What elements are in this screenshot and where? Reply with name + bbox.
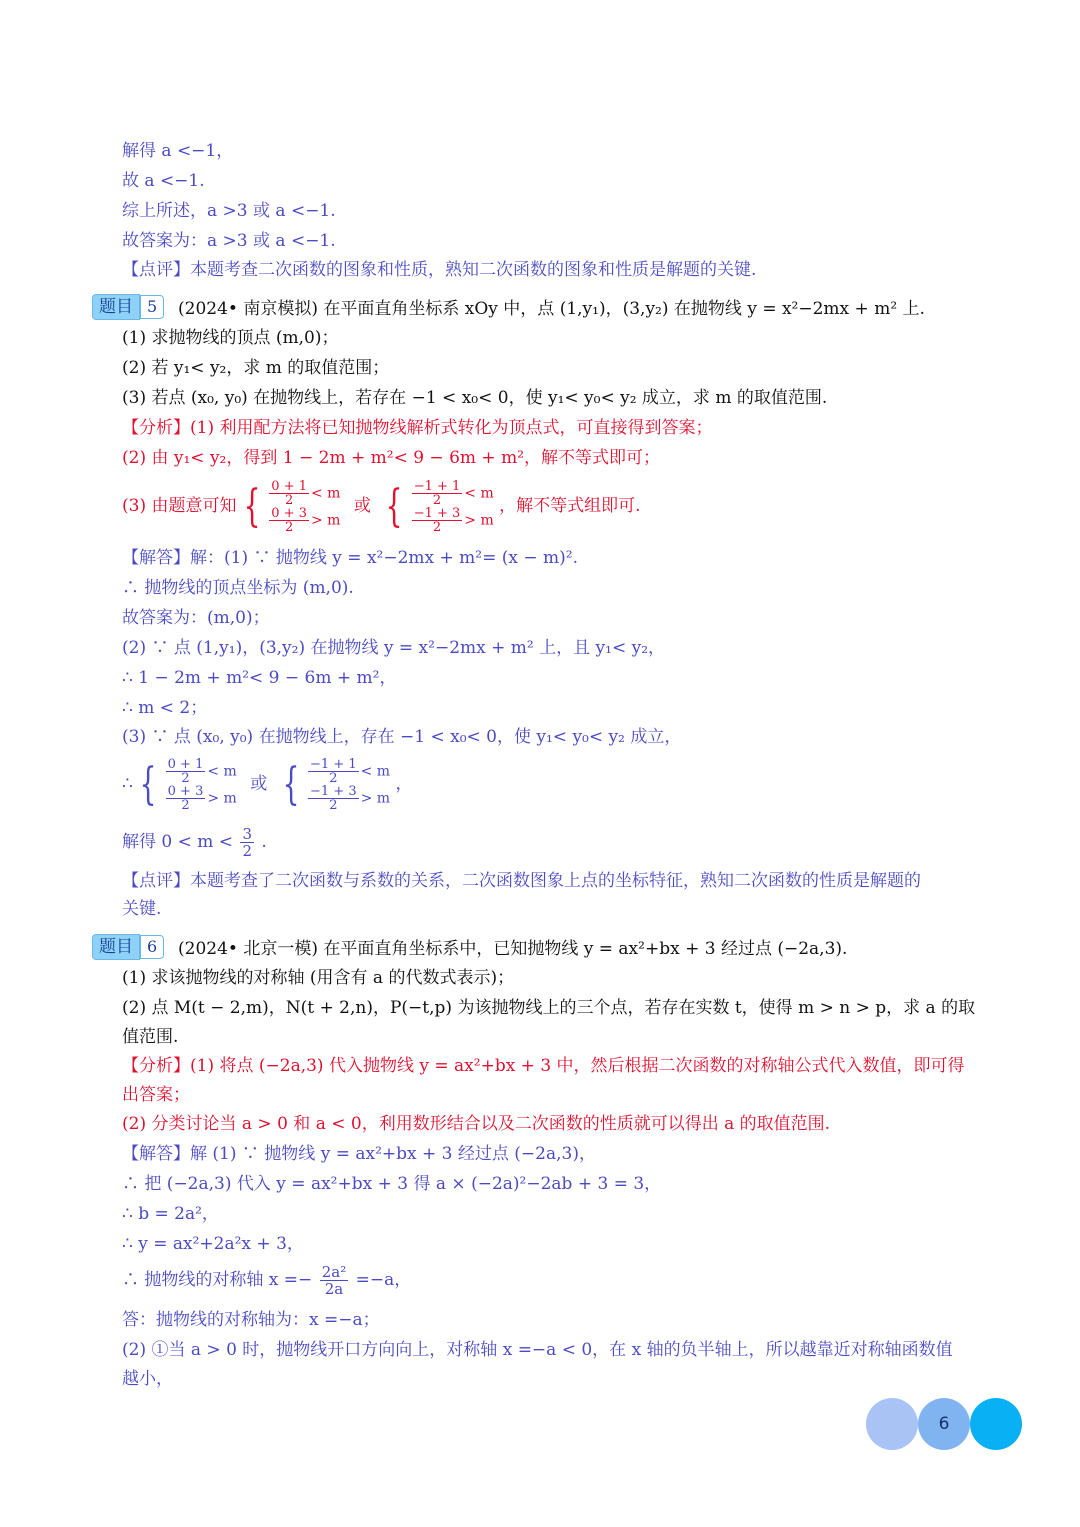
frac-bottom: 2 xyxy=(285,492,294,508)
question-part: (1) 求抛物线的顶点 (m,0)； xyxy=(122,328,339,348)
question-part: (1) 求该抛物线的对称轴 (用含有 a 的代数式表示)； xyxy=(122,968,515,988)
relation: > m xyxy=(360,790,391,806)
solution-line-fraction xyxy=(122,822,267,862)
frac-top: −1 + 1 xyxy=(310,756,357,772)
inequality-system xyxy=(267,480,340,534)
page-number: 6 xyxy=(938,1414,950,1434)
frac-top: 0 + 1 xyxy=(167,756,204,772)
solution-line-fraction xyxy=(122,1258,411,1302)
solution-line: 越小， xyxy=(122,1369,173,1389)
relation: < m xyxy=(207,763,237,779)
frac-top: 0 + 3 xyxy=(271,505,307,521)
solution-line: ∴ m < 2； xyxy=(122,698,208,718)
solution-text: ， xyxy=(395,774,413,794)
frac-top: −1 + 3 xyxy=(413,505,461,521)
page-circle-decoration xyxy=(970,1398,1022,1450)
relation: < m xyxy=(360,763,391,779)
question-number: 5 xyxy=(140,295,164,319)
solution-line: ∴ 抛物线的顶点坐标为 (m,0). xyxy=(122,578,354,598)
question-number-badge xyxy=(92,934,164,960)
analysis-text: ，解不等式组即可. xyxy=(499,496,641,516)
question-part: (2) 点 M(t − 2,m)，N(t + 2,n)，P(−t,p) 为该抛物线上的三个点，若存在实数 t，使得 m > n > p，求 a 的取 xyxy=(122,998,976,1018)
or-word: 或 xyxy=(250,774,268,794)
question-part: (3) 若点 (x₀, y₀) 在抛物线上，若存在 −1 < x₀< 0，使 y₁< y₀< y₂ 成立，求 m 的取值范围. xyxy=(122,388,828,408)
analysis-line: (2) 分类讨论当 a > 0 和 a < 0，利用数形结合以及二次函数的性质就可以得出 a 的取值范围. xyxy=(122,1114,831,1134)
analysis-line: (2) 由 y₁< y₂，得到 1 − 2m + m²< 9 − 6m + m²，解不等式即可； xyxy=(122,448,661,468)
question-label: 题目 xyxy=(92,934,140,960)
frac-top: 3 xyxy=(242,825,252,843)
solution-line: 故答案为：(m,0)； xyxy=(122,608,270,628)
relation: > m xyxy=(311,512,341,528)
solution-line: ∴ 把 (−2a,3) 代入 y = ax²+bx + 3 得 a × (−2a)²−2ab + 3 = 3， xyxy=(122,1174,662,1194)
solution-line: ∴ y = ax²+2a²x + 3， xyxy=(122,1234,304,1254)
frac-bottom: 2 xyxy=(329,797,338,813)
frac-top: 0 + 1 xyxy=(271,478,307,494)
frac-top: −1 + 1 xyxy=(413,478,461,494)
solution-text: 解得 0 < m < xyxy=(122,832,234,852)
frac-bottom: 2 xyxy=(181,797,190,813)
solution-line: 故 a <−1. xyxy=(122,171,205,191)
analysis-line-system xyxy=(122,476,641,536)
solution-line: 【解答】解 (1) ∵ 抛物线 y = ax²+bx + 3 经过点 (−2a,3)， xyxy=(122,1144,596,1164)
frac-top: 0 + 3 xyxy=(167,783,204,799)
question-part: 值范围. xyxy=(122,1027,179,1047)
frac-bottom: 2a xyxy=(324,1280,344,1298)
therefore-symbol: ∴ xyxy=(122,774,133,794)
solution-line: 答：抛物线的对称轴为：x =−a； xyxy=(122,1310,380,1330)
frac-bottom: 2 xyxy=(432,492,442,508)
frac-top: −1 + 3 xyxy=(310,783,357,799)
solution-line: (3) ∵ 点 (x₀, y₀) 在抛物线上，存在 −1 < x₀< 0，使 y₁< y₀< y₂ 成立， xyxy=(122,727,682,747)
question-stem: (2024• 南京模拟) 在平面直角坐标系 xOy 中，点 (1,y₁)，(3,y₂) 在抛物线 y = x²−2mx + m² 上. xyxy=(178,299,925,319)
solution-line-system xyxy=(122,752,413,816)
page-circle-decoration xyxy=(866,1398,918,1450)
question-number-badge xyxy=(92,294,164,320)
relation: > m xyxy=(464,512,494,528)
relation: < m xyxy=(464,485,494,501)
relation: > m xyxy=(207,790,237,806)
solution-text: ∴ 抛物线的对称轴 x =− xyxy=(122,1270,313,1290)
solution-line: (2) ①当 a > 0 时，抛物线开口方向向上，对称轴 x =−a < 0，在 x 轴的负半轴上，所以越靠近对称轴函数值 xyxy=(122,1340,953,1360)
solution-line: 解得 a <−1， xyxy=(122,141,234,161)
frac-bottom: 2 xyxy=(181,770,190,786)
question-stem: (2024• 北京一模) 在平面直角坐标系中，已知抛物线 y = ax²+bx + 3 经过点 (−2a,3). xyxy=(178,939,848,959)
frac-bottom: 2 xyxy=(432,519,442,535)
question-label: 题目 xyxy=(92,294,140,320)
inequality-system xyxy=(306,758,390,812)
solution-line: ∴ b = 2a²， xyxy=(122,1204,219,1224)
question-number: 6 xyxy=(140,935,164,959)
or-word: 或 xyxy=(353,496,371,516)
left-brace: { xyxy=(243,480,261,532)
question-part: (2) 若 y₁< y₂，求 m 的取值范围； xyxy=(122,358,390,378)
left-brace: { xyxy=(282,758,300,810)
comment-line: 【点评】本题考查了二次函数与系数的关系，二次函数图象上点的坐标特征，熟知二次函数的性质是解题的 xyxy=(122,871,921,891)
solution-line: 【解答】解：(1) ∵ 抛物线 y = x²−2mx + m²= (x − m)². xyxy=(122,548,578,568)
left-brace: { xyxy=(139,758,157,810)
left-brace: { xyxy=(385,480,403,532)
analysis-line: 出答案； xyxy=(122,1085,190,1105)
solution-line: (2) ∵ 点 (1,y₁)，(3,y₂) 在抛物线 y = x²−2mx + m² 上，且 y₁< y₂， xyxy=(122,638,666,658)
frac-top: 2a² xyxy=(321,1263,347,1281)
comment-line: 【点评】本题考查二次函数的图象和性质，熟知二次函数的图象和性质是解题的关键. xyxy=(122,260,757,280)
analysis-line: 【分析】(1) 利用配方法将已知抛物线解析式转化为顶点式，可直接得到答案； xyxy=(122,418,713,438)
inequality-system xyxy=(410,480,494,534)
inequality-system xyxy=(164,758,237,812)
solution-text: =−a， xyxy=(355,1270,412,1290)
comment-line: 关键. xyxy=(122,899,162,919)
solution-line: 综上所述，a >3 或 a <−1. xyxy=(122,201,336,221)
solution-text: . xyxy=(261,832,267,852)
solution-line: 故答案为：a >3 或 a <−1. xyxy=(122,231,336,251)
analysis-line: 【分析】(1) 将点 (−2a,3) 代入抛物线 y = ax²+bx + 3 中，然后根据二次函数的对称轴公式代入数值，即可得 xyxy=(122,1056,965,1076)
frac-bottom: 2 xyxy=(242,842,252,860)
frac-bottom: 2 xyxy=(329,770,338,786)
frac-bottom: 2 xyxy=(285,519,294,535)
relation: < m xyxy=(311,485,341,501)
solution-line: ∴ 1 − 2m + m²< 9 − 6m + m²， xyxy=(122,668,397,688)
analysis-text: (3) 由题意可知 xyxy=(122,496,237,516)
